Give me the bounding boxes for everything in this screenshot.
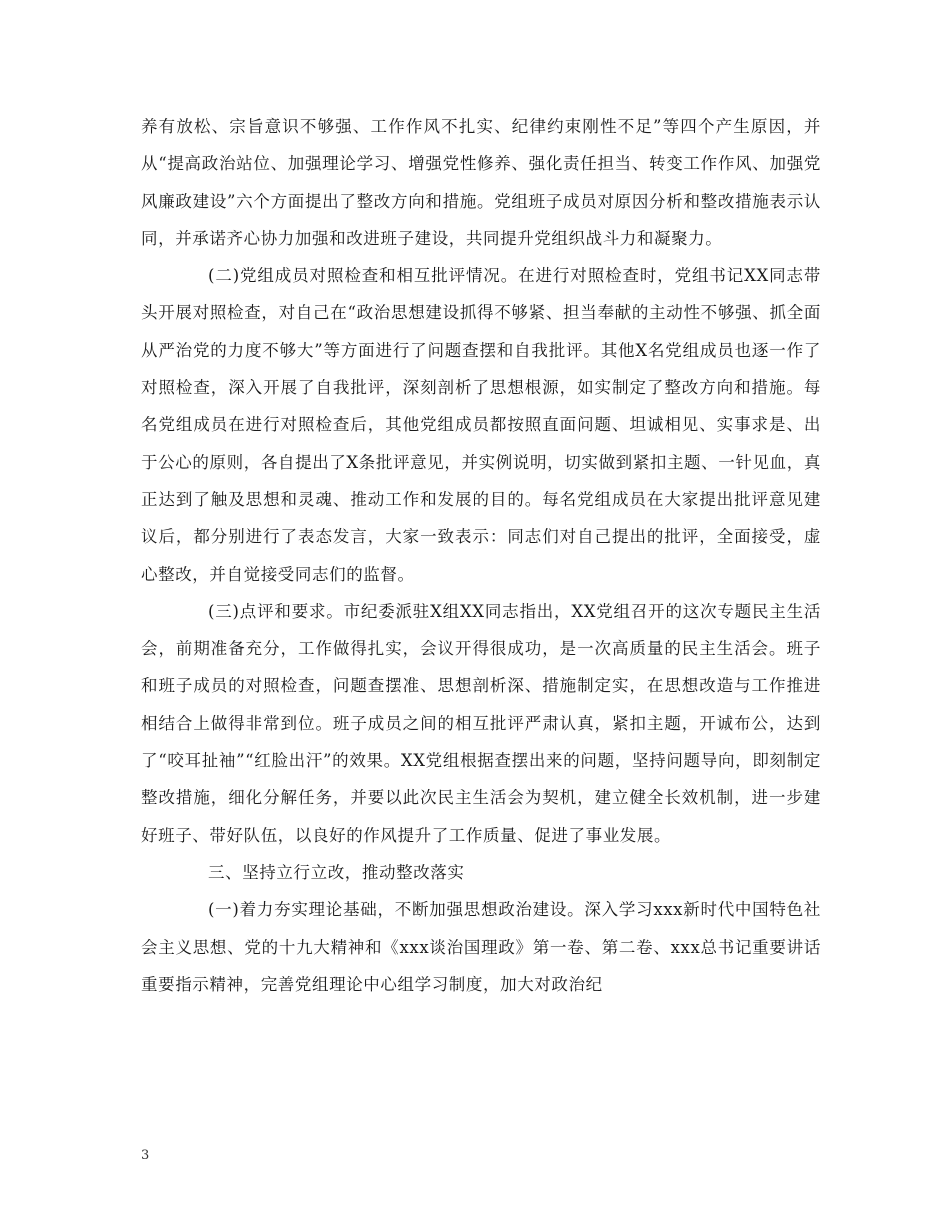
- paragraph-comments-requirements: (三)点评和要求。市纪委派驻X组XX同志指出，XX党组召开的这次专题民主生活会，前期准备充分，工作做得扎实，会议开得很成功，是一次高质量的民主生活会。班子和班子成员的对照检查，问题查摆准、思想剖析深、措施制定实，在思想改造与工作推进相结合上做得非常到位。班子成员之间的相互批评严肃认真，紧扣主题，开诚布公，达到了“咬耳扯袖”“红脸出汗”的效果。XX党组根据查摆出来的问题，坚持问题导向，即刻制定整改措施，细化分解任务，并要以此次民主生活会为契机，建立健全长效机制，进一步建好班子、带好队伍，以良好的作风提升了工作质量、促进了事业发展。: [141, 601, 821, 845]
- section-heading-rectification: 三、坚持立行立改，推动整改落实: [208, 862, 465, 882]
- paragraph-self-criticism: (二)党组成员对照检查和相互批评情况。在进行对照检查时，党组书记XX同志带头开展对照检查，对自己在“政治思想建设抓得不够紧、担当奉献的主动性不够强、抓全面从严治党的力度不够大”等方面进行了问题查摆和自我批评。其他X名党组成员也逐一作了对照检查，深入开展了自我批评，深刻剖析了思想根源，如实制定了整改方向和措施。每名党组成员在进行对照检查后，其他党组成员都按照直面问题、坦诚相见、实事求是、出于公心的原则，各自提出了X条批评意见，并实例说明，切实做到紧扣主题、一针见血，真正达到了触及思想和灵魂、推动工作和发展的目的。每名党组成员在大家提出批评意见建议后，都分别进行了表态发言，大家一致表示：同志们对自己提出的批评，全面接受，虚心整改，并自觉接受同志们的监督。: [141, 266, 821, 584]
- document-body: [141, 108, 821, 1003]
- paragraph-cause-analysis: 养有放松、宗旨意识不够强、工作作风不扎实、纪律约束刚性不足”等四个产生原因，并从“提高政治站位、加强理论学习、增强党性修养、强化责任担当、转变工作作风、加强党风廉政建设”六个方面提出了整改方向和措施。党组班子成员对原因分析和整改措施表示认同，并承诺齐心协力加强和改进班子建设，共同提升党组织战斗力和凝聚力。: [141, 117, 821, 248]
- paragraph-theory-foundation: (一)着力夯实理论基础，不断加强思想政治建设。深入学习xxx新时代中国特色社会主义思想、党的十九大精神和《xxx谈治国理政》第一卷、第二卷、xxx总书记重要讲话重要指示精神，完善党组理论中心组学习制度，加大对政治纪: [141, 900, 821, 994]
- page-number: 3: [141, 1148, 150, 1163]
